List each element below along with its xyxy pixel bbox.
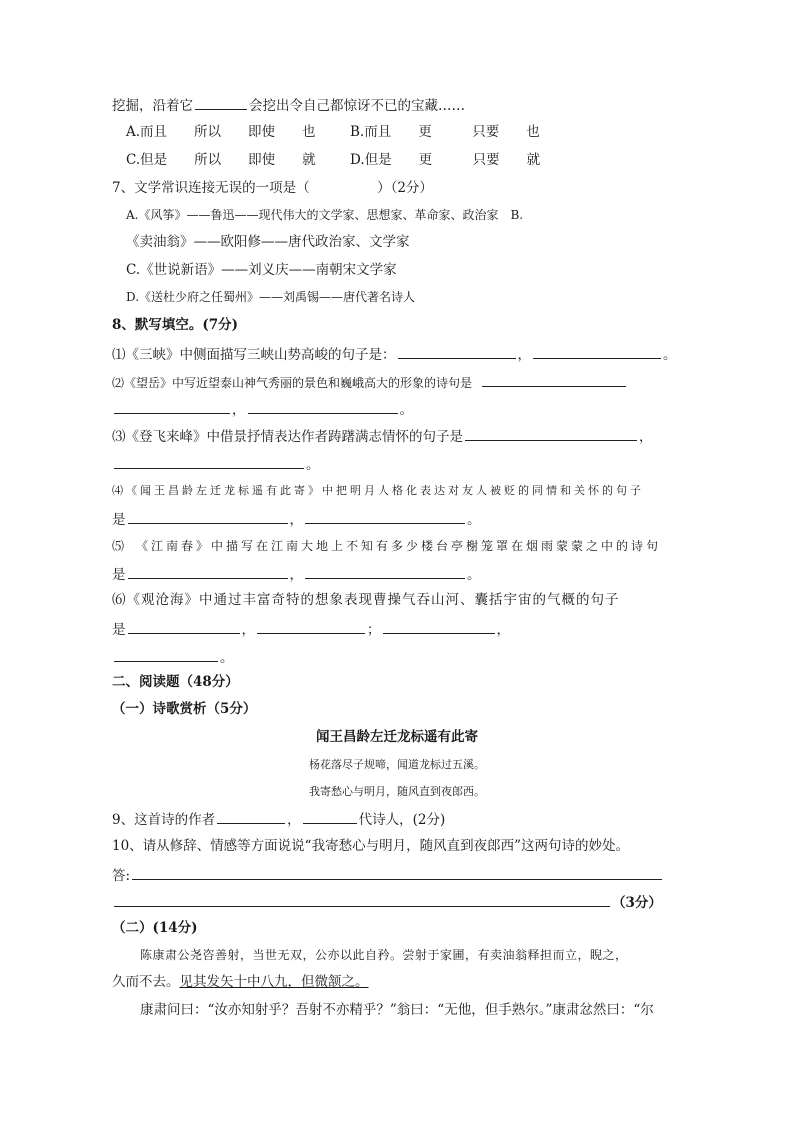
q7-option-a[interactable]: A.《风筝》——鲁迅——现代伟大的文学家、思想家、革命家、政治家 B. [126,208,524,222]
q8-item-4: ⑷《闻王昌龄左迁龙标遥有此寄》中把明月人格化表达对友人被贬的同情和关怀的句子 [112,484,644,497]
q8-item-2: ⑵《望岳》中写近望泰山神气秀丽的景色和巍峨高大的形象的诗句是 [112,372,628,392]
q8-5-blank-a[interactable] [128,564,288,579]
q7-option-c[interactable]: C.《世说新语》——刘义庆——南朝宋文学家 [126,262,397,278]
q10-answer-line2: （3分） [112,892,662,912]
q6-option-c[interactable]: C.但是 所以 即使 就 [126,152,316,168]
section-2-heading: 二、阅读题（48分） [112,674,239,690]
q8-2-blank-c[interactable] [248,399,398,414]
q8-item-6-line3: 。 [112,647,234,667]
q8-6-blank-c[interactable] [383,619,495,634]
part-1-heading: （一）诗歌赏析（5分） [112,701,257,717]
q9: 9、这首诗的作者 ， 代诗人，(2分) [112,809,445,829]
q9-blank-b[interactable] [303,809,357,824]
part-2-heading: （二）(14分) [112,920,198,936]
q10-answer-line1: 答: [112,865,664,885]
q8-heading: 8、默写填空。(7分) [112,317,239,333]
q8-5-blank-b[interactable] [305,564,465,579]
q6-blank[interactable] [195,95,247,110]
q7-stem: 7、文学常识连接无误的一项是（ ）（2分） [112,180,433,196]
q9-blank-a[interactable] [217,809,285,824]
q8-item-1: ⑴《三峡》中侧面描写三峡山势高峻的句子是： ， 。 [112,344,677,364]
q7-option-d[interactable]: D.《送杜少府之任蜀州》——刘禹锡——唐代著名诗人 [126,290,416,304]
q8-item-2-line2: ， 。 [112,399,413,419]
q6-options-row1b [350,123,540,141]
q10: 10、请从修辞、情感等方面说说“我寄愁心与明月，随风直到夜郎西”这两句诗的妙处。 [112,838,629,854]
q8-6-blank-a[interactable] [128,619,240,634]
q8-item-4-line2: 是 ， 。 [112,509,481,529]
q8-2-blank-b[interactable] [114,399,230,414]
q6-options-row1 [126,123,316,141]
q10-answer-blank-1[interactable] [132,865,662,880]
q10-answer-blank-2[interactable] [114,892,610,907]
q8-item-6-line2: 是 ， ； ， [112,619,510,639]
q6-options-row2b [350,151,540,169]
q8-4-blank-b[interactable] [305,509,465,524]
q8-item-5-line2: 是 ， 。 [112,564,481,584]
q8-3-blank-b[interactable] [114,454,304,469]
q8-item-3: ⑶《登飞来峰》中借景抒情表达作者踌躇满志情怀的句子是 ， [112,426,653,446]
q8-3-blank-a[interactable] [465,426,637,441]
q6-option-d[interactable]: D.但是 更 只要 就 [350,152,541,168]
q8-6-blank-d[interactable] [114,647,218,662]
poem-line-1: 杨花落尽子规啼，闻道龙标过五溪。 [309,758,485,771]
q6-option-b[interactable]: B.而且 更 只要 也 [350,124,540,140]
q6-stem-tail: 挖掘，沿着它 会挖出令自己都惊讶不已的宝藏…… [112,95,465,115]
q7-option-b[interactable]: 《卖油翁》——欧阳修——唐代政治家、文学家 [126,234,410,250]
passage-line-2: 久而不去。见其发矢十中八九，但微颔之。 [112,974,369,990]
q8-4-blank-a[interactable] [128,509,288,524]
q8-1-blank-a[interactable] [398,344,516,359]
q6-option-a[interactable]: A.而且 所以 即使 也 [126,124,316,140]
poem-line-2: 我寄愁心与明月，随风直到夜郎西。 [309,785,485,798]
q6-options-row2 [126,151,316,169]
q8-2-blank-a[interactable] [482,372,626,387]
q8-1-blank-b[interactable] [533,344,661,359]
passage-line-1: 陈康肃公尧咨善射，当世无双，公亦以此自矜。尝射于家圃，有卖油翁释担而立，睨之， [140,948,628,962]
passage-line-3: 康肃问曰：“汝亦知射乎？吾射不亦精乎？”翁曰：“无他，但手熟尔。”康肃忿然曰：“尔 [140,1002,654,1018]
q8-item-3-line2: 。 [112,454,320,474]
poem-title: 闻王昌龄左迁龙标遥有此寄 [316,729,478,745]
q8-item-5: ⑸ 《江南春》中描写在江南大地上不知有多少楼台亭榭笼罩在烟雨蒙蒙之中的诗句 [112,539,662,553]
q8-6-blank-b[interactable] [257,619,365,634]
q8-item-6: ⑹《观沧海》中通过丰富奇特的想象表现曹操气吞山河、囊括宇宙的气概的句子 [112,592,620,608]
passage-underlined-sentence: 见其发矢十中八九，但微颔之。 [179,974,369,990]
